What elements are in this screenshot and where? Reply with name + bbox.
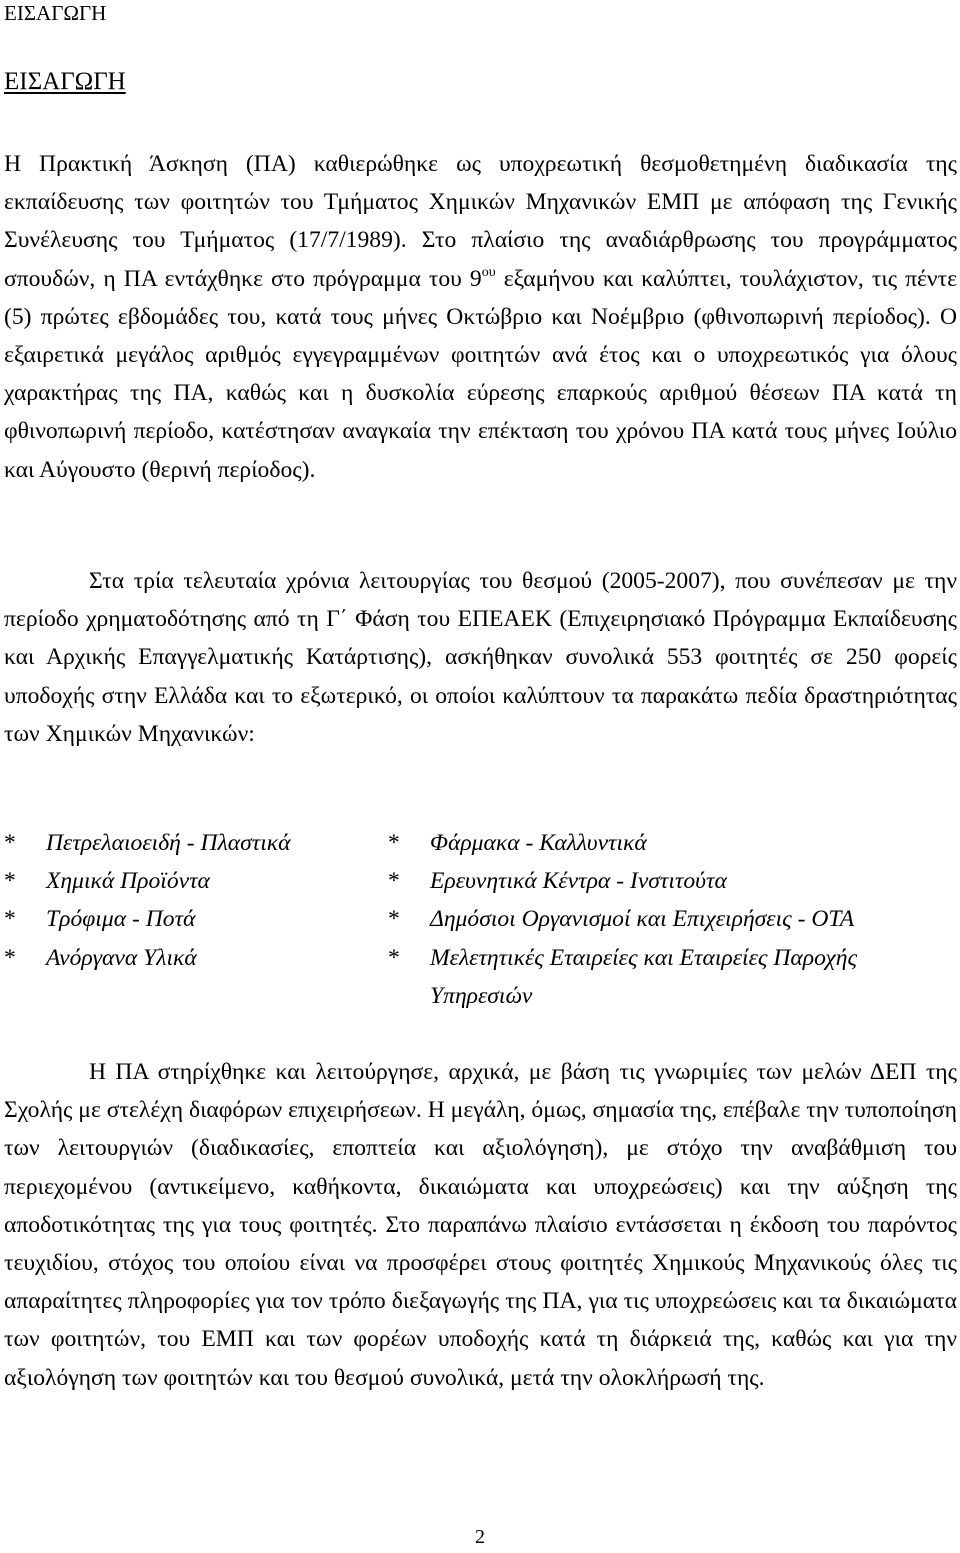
list-item (388, 900, 958, 938)
paragraph-1-text-part-2: εξαμήνου και καλύπτει, τουλάχιστον, τις πέντε (5) πρώτες εβδομάδες του, κατά τους μήνες Οκτώβριο και Νοέμβριο (φθινοπωρινή περίοδος). Ο εξαιρετικά μεγάλος αριθμός εγγεγραμμένων φοιτητών ανά έτος και ο υποχρεωτικός για όλους χαρακτήρας της ΠΑ, καθώς και η δυσκολία εύρεσης επαρκούς αριθμού θέσεων ΠΑ κατά τη φθινοπωρινή περίοδο, κατέστησαν αναγκαία την επέκταση του χρόνου ΠΑ κατά τους μήνες Ιούλιο και Αύγουστο (θερινή περίοδος). (4, 265, 957, 483)
list-item (4, 939, 384, 977)
intro-paragraph-3: Η ΠΑ στηρίχθηκε και λειτούργησε, αρχικά, με βάση τις γνωριμίες των μελών ΔΕΠ της Σχολής με στελέχη διαφόρων επιχειρήσεων. Η μεγάλη, όμως, σημασία της, επέβαλε την τυποποίηση των λειτουργιών (διαδικασίες, εποπτεία και αξιολόγηση), με στόχο την αναβάθμιση του περιεχομένου (αντικείμενο, καθήκοντα, δικαιώματα και υποχρεώσεις) και την αύξηση της αποδοτικότητας της για τους φοιτητές. Στο παραπάνω πλαίσιο εντάσσεται η έκδοση του παρόντος τευχιδίου, στόχος του οποίου είναι να προσφέρει στους φοιτητές Χημικούς Μηχανικούς όλες τις απαραίτητες πληροφορίες για τον τρόπο διεξαγωγής της ΠΑ, για τις υποχρεώσεις και τα δικαιώματα των φοιτητών, του ΕΜΠ και των φορέων υποδοχής κατά τη διάρκειά της, καθώς και για την αξιολόγηση των φοιτητών και του θεσμού συνολικά, μετά την ολοκλήρωσή της. (4, 1059, 957, 1391)
paragraph-1-text-part-1: Η Πρακτική Άσκηση (ΠΑ) καθιερώθηκε ως υποχρεωτική θεσμοθετημένη διαδικασία της εκπαίδευσης των φοιτητών του Τμήματος Χημικών Μηχανικών ΕΜΠ με απόφαση της Γενικής Συνέλευσης του Τμήματος (17/7/1989). Στο πλαίσιο της αναδιάρθρωσης του προγράμματος σπουδών, η ΠΑ εντάχθηκε στο πρόγραμμα του 9 (4, 151, 957, 292)
activity-fields-list (4, 824, 957, 1024)
list-item (388, 862, 958, 900)
field-label: Ερευνητικά Κέντρα - Ινστιτούτα (430, 868, 727, 895)
field-label: Πετρελαιοειδή - Πλαστικά (46, 830, 291, 856)
asterisk-bullet: * (388, 830, 400, 856)
list-item (388, 939, 958, 1015)
field-label: Μελετητικές Εταιρείες και Εταιρείες Παροχής Υπηρεσιών (430, 944, 858, 1009)
list-item (4, 862, 384, 900)
section-heading: ΕΙΣΑΓΩΓΗ (4, 68, 126, 95)
fields-right-column (388, 824, 958, 1015)
page-number: 2 (475, 1526, 485, 1548)
field-label: Ανόργανα Υλικά (46, 944, 197, 971)
list-item (388, 824, 958, 862)
asterisk-bullet: * (4, 868, 16, 895)
asterisk-bullet: * (388, 868, 400, 895)
asterisk-bullet: * (4, 906, 16, 933)
ordinal-superscript: ου (481, 264, 496, 280)
intro-paragraph-2: Στα τρία τελευταία χρόνια λειτουργίας του θεσμού (2005-2007), που συνέπεσαν με την περίοδο χρηματοδότησης από τη Γ΄ Φάση του ΕΠΕΑΕΚ (Επιχειρησιακό Πρόγραμμα Εκπαίδευσης και Αρχικής Επαγγελματικής Κατάρτισης), ασκήθηκαν συνολικά 553 φοιτητές σε 250 φορείς υποδοχής στην Ελλάδα και το εξωτερικό, οι οποίοι καλύπτουν τα παρακάτω πεδία δραστηριότητας των Χημικών Μηχανικών: (4, 568, 957, 747)
list-item (4, 824, 384, 862)
running-header: ΕΙΣΑΓΩΓΗ (4, 1, 107, 25)
asterisk-bullet: * (4, 944, 16, 971)
asterisk-bullet: * (388, 906, 400, 933)
asterisk-bullet: * (388, 944, 400, 971)
fields-left-column (4, 824, 384, 977)
field-label: Χημικά Προϊόντα (46, 868, 210, 895)
list-item (4, 900, 384, 938)
field-label: Δημόσιοι Οργανισμοί και Επιχειρήσεις - ΟΤΑ (430, 906, 855, 933)
intro-paragraph-1 (4, 145, 957, 489)
asterisk-bullet: * (4, 830, 16, 856)
field-label: Τρόφιμα - Ποτά (46, 906, 196, 933)
field-label: Φάρμακα - Καλλυντικά (430, 830, 647, 856)
